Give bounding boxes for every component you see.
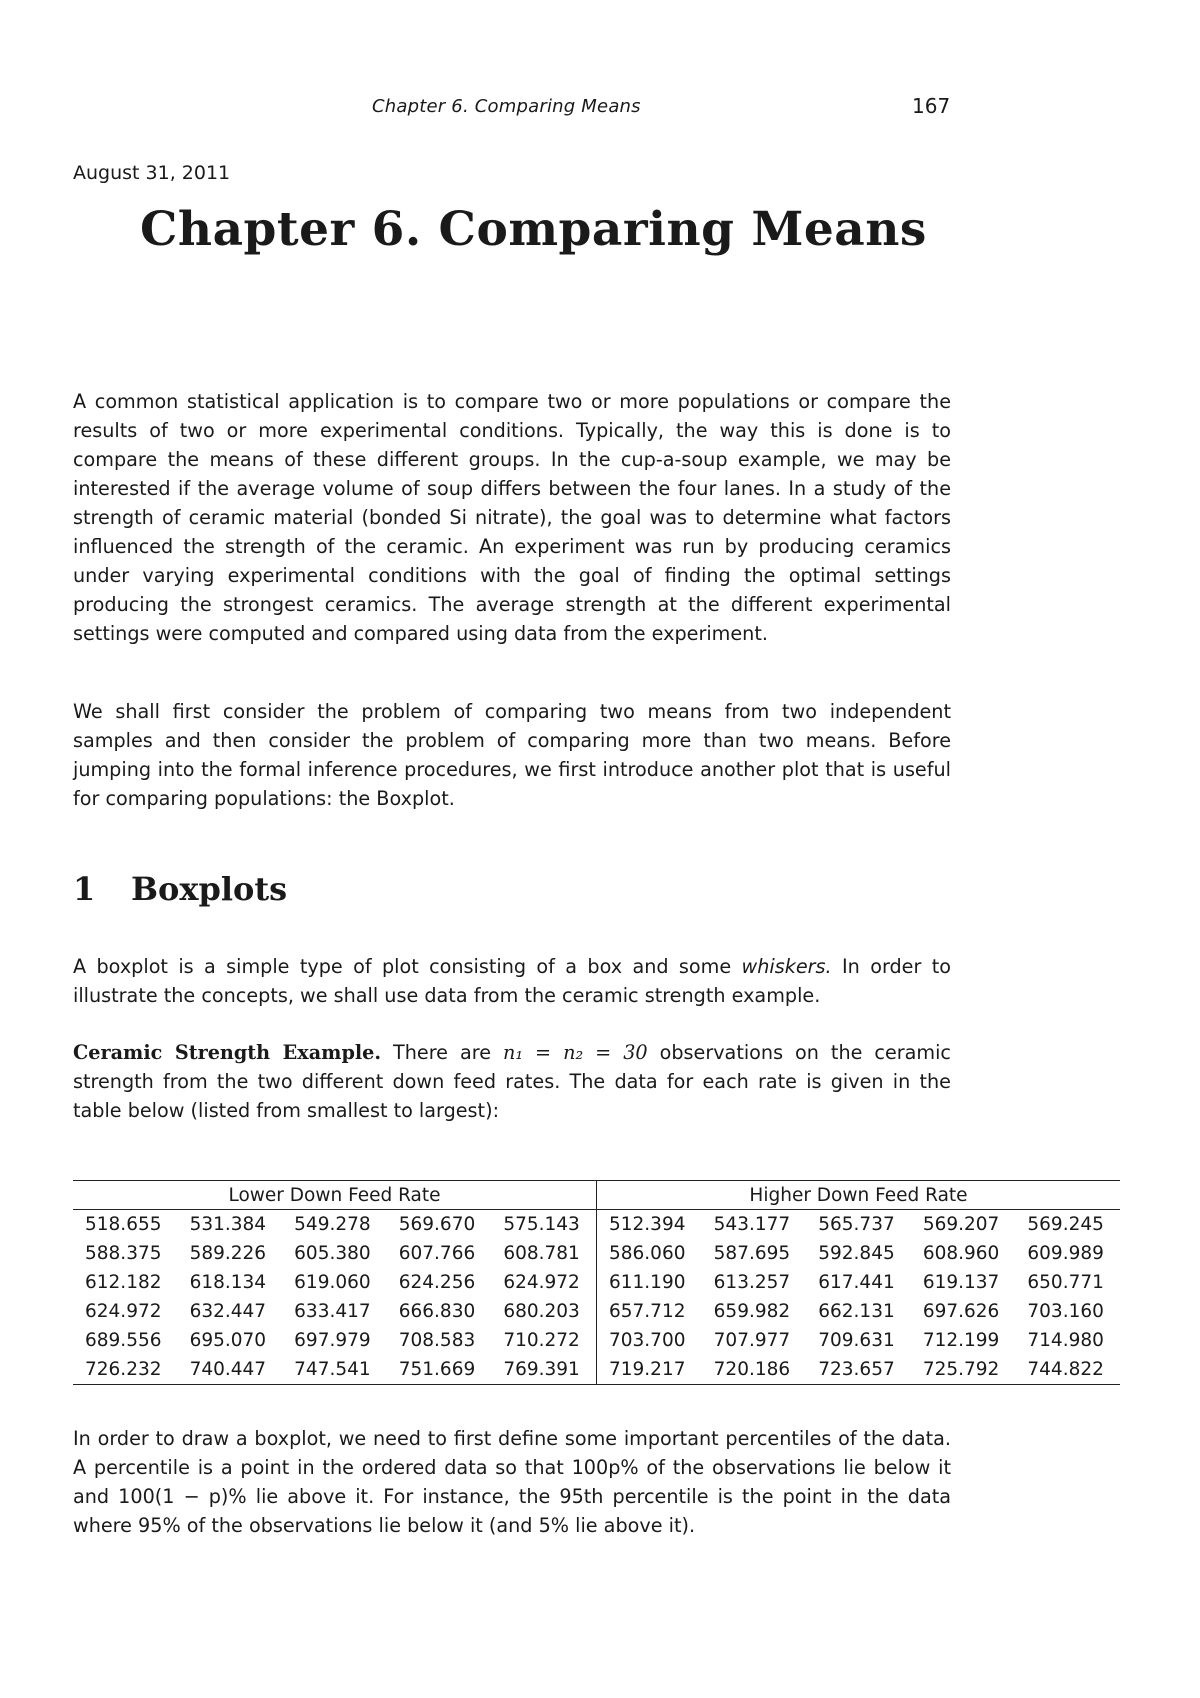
- table-header-row: [73, 1181, 1120, 1210]
- intro-paragraph-1: A common statistical application is to compare two or more populations or compare the results of two or more experimental conditions. Typically, the way this is done is to compare the means of these different groups. In the cup-a-soup example, we may be interested if the average volume of soup differs between the four lanes. In a study of the strength of ceramic material (bonded Si nitrate), the goal was to determine what factors influenced the strength of the ceramic. An experiment was run by producing ceramics under varying experimental conditions with the goal of finding the optimal settings producing the strongest ceramics. The average strength at the different experimental settings were computed and compared using data from the experiment.: [73, 390, 951, 645]
- boxplot-paragraph: [73, 952, 951, 1010]
- lower-rate-cell: 619.060: [294, 1272, 371, 1293]
- table-row: [73, 1326, 1120, 1355]
- whiskers-emphasis: whiskers.: [741, 955, 832, 978]
- table-row: [73, 1268, 1120, 1297]
- higher-rate-cell: 543.177: [713, 1214, 791, 1235]
- ceramic-strength-table: [73, 1180, 1120, 1385]
- higher-rate-cell: 609.989: [1027, 1243, 1104, 1264]
- higher-rate-cell: 613.257: [713, 1272, 791, 1293]
- lower-rate-cell: 588.375: [85, 1243, 162, 1264]
- boxplot-text-before: A boxplot is a simple type of plot consisting of a box and some: [73, 955, 742, 978]
- chapter-title: Chapter 6. Comparing Means: [140, 202, 927, 257]
- lower-rate-cell: 726.232: [73, 1355, 178, 1385]
- higher-rate-cell: 662.131: [818, 1301, 895, 1322]
- lower-rate-cell: 747.541: [282, 1355, 387, 1385]
- lower-rate-cell: 680.203: [503, 1301, 580, 1322]
- higher-rate-cell: 714.980: [1027, 1330, 1104, 1351]
- higher-rate-cell: 744.822: [1015, 1355, 1120, 1385]
- lower-rate-cell: 624.972: [85, 1301, 162, 1322]
- lower-rate-cell: 608.781: [503, 1243, 580, 1264]
- running-title: Chapter 6. Comparing Means: [372, 96, 641, 117]
- higher-rate-cell: 592.845: [818, 1243, 895, 1264]
- lower-rate-cell: 589.226: [189, 1243, 267, 1264]
- lower-rate-cell: 569.670: [398, 1214, 476, 1235]
- date: August 31, 2011: [73, 162, 231, 184]
- lower-rate-cell: 751.669: [387, 1355, 492, 1385]
- higher-rate-cell: 619.137: [922, 1272, 1000, 1293]
- lower-rate-cell: 531.384: [189, 1214, 267, 1235]
- lower-rate-cell: 695.070: [189, 1330, 267, 1351]
- table-body: [73, 1210, 1120, 1385]
- lower-rate-cell: 607.766: [398, 1243, 476, 1264]
- example-text-after-math: observations on the ceramic strength from the two different down feed rates. The data for each rate is given in the table below (listed from smallest to largest):: [73, 1041, 951, 1122]
- lower-rate-cell: 624.972: [503, 1272, 580, 1293]
- higher-rate-cell: 565.737: [818, 1214, 895, 1235]
- lower-rate-cell: 624.256: [398, 1272, 476, 1293]
- running-header: [0, 94, 1200, 124]
- example-paragraph: [73, 1038, 951, 1125]
- section-heading: [73, 870, 287, 908]
- higher-rate-cell: 697.626: [922, 1301, 1000, 1322]
- higher-rate-cell: 657.712: [596, 1297, 701, 1326]
- higher-rate-cell: 617.441: [818, 1272, 895, 1293]
- lower-rate-cell: 708.583: [398, 1330, 476, 1351]
- percentile-paragraph: In order to draw a boxplot, we need to first define some important percentiles of the data. A percentile is a point in the ordered data so that 100p% of the observations lie below it and 100(1 − p)% lie above it. For instance, the 95th percentile is the point in the data where 95% of the observations lie below it (and 5% lie above it).: [73, 1427, 951, 1537]
- lower-rate-cell: 740.447: [178, 1355, 283, 1385]
- lower-rate-cell: 632.447: [189, 1301, 267, 1322]
- higher-rate-cell: 650.771: [1027, 1272, 1104, 1293]
- higher-rate-cell: 720.186: [702, 1355, 807, 1385]
- lower-rate-cell: 769.391: [491, 1355, 596, 1385]
- lower-rate-header: Lower Down Feed Rate: [73, 1181, 596, 1210]
- higher-rate-cell: 723.657: [806, 1355, 911, 1385]
- sample-size-math: n₁ = n₂ = 30: [503, 1041, 648, 1064]
- higher-rate-cell: 707.977: [713, 1330, 791, 1351]
- intro-paragraph-2: We shall first consider the problem of comparing two means from two independent samples and then consider the problem of comparing more than two means. Before jumping into the formal inference procedures, we first introduce another plot that is useful for comparing populations: the Boxplot.: [73, 700, 951, 810]
- lower-rate-cell: 710.272: [503, 1330, 580, 1351]
- higher-rate-cell: 712.199: [922, 1330, 1000, 1351]
- lower-rate-cell: 549.278: [294, 1214, 371, 1235]
- higher-rate-cell: 709.631: [818, 1330, 895, 1351]
- lower-rate-cell: 689.556: [85, 1330, 162, 1351]
- higher-rate-cell: 586.060: [596, 1239, 701, 1268]
- higher-rate-cell: 703.700: [596, 1326, 701, 1355]
- higher-rate-cell: 703.160: [1027, 1301, 1104, 1322]
- higher-rate-cell: 719.217: [596, 1355, 701, 1385]
- higher-rate-cell: 725.792: [911, 1355, 1016, 1385]
- lower-rate-cell: 666.830: [398, 1301, 476, 1322]
- higher-rate-cell: 569.207: [922, 1214, 1000, 1235]
- lower-rate-cell: 697.979: [294, 1330, 371, 1351]
- lower-rate-cell: 575.143: [503, 1214, 580, 1235]
- page-number: 167: [912, 94, 951, 118]
- lower-rate-cell: 612.182: [85, 1272, 162, 1293]
- higher-rate-cell: 512.394: [596, 1210, 701, 1240]
- lower-rate-cell: 618.134: [189, 1272, 267, 1293]
- lower-rate-cell: 605.380: [294, 1243, 371, 1264]
- higher-rate-cell: 659.982: [713, 1301, 791, 1322]
- higher-rate-header: Higher Down Feed Rate: [596, 1181, 1120, 1210]
- example-lead: Ceramic Strength Example.: [73, 1041, 382, 1064]
- boxplot-text-after: In order to illustrate the concepts, we shall use data from the ceramic strength example.: [73, 955, 951, 1007]
- higher-rate-cell: 587.695: [713, 1243, 791, 1264]
- example-text-before-math: There are: [381, 1041, 503, 1064]
- higher-rate-cell: 569.245: [1027, 1214, 1104, 1235]
- higher-rate-cell: 608.960: [922, 1243, 1000, 1264]
- table-row: [73, 1239, 1120, 1268]
- table-row: [73, 1297, 1120, 1326]
- table-row: [73, 1355, 1120, 1385]
- section-number: 1: [73, 870, 96, 908]
- lower-rate-cell: 633.417: [294, 1301, 371, 1322]
- lower-rate-cell: 518.655: [85, 1214, 162, 1235]
- table-row: [73, 1210, 1120, 1240]
- section-title: Boxplots: [131, 870, 288, 908]
- higher-rate-cell: 611.190: [596, 1268, 701, 1297]
